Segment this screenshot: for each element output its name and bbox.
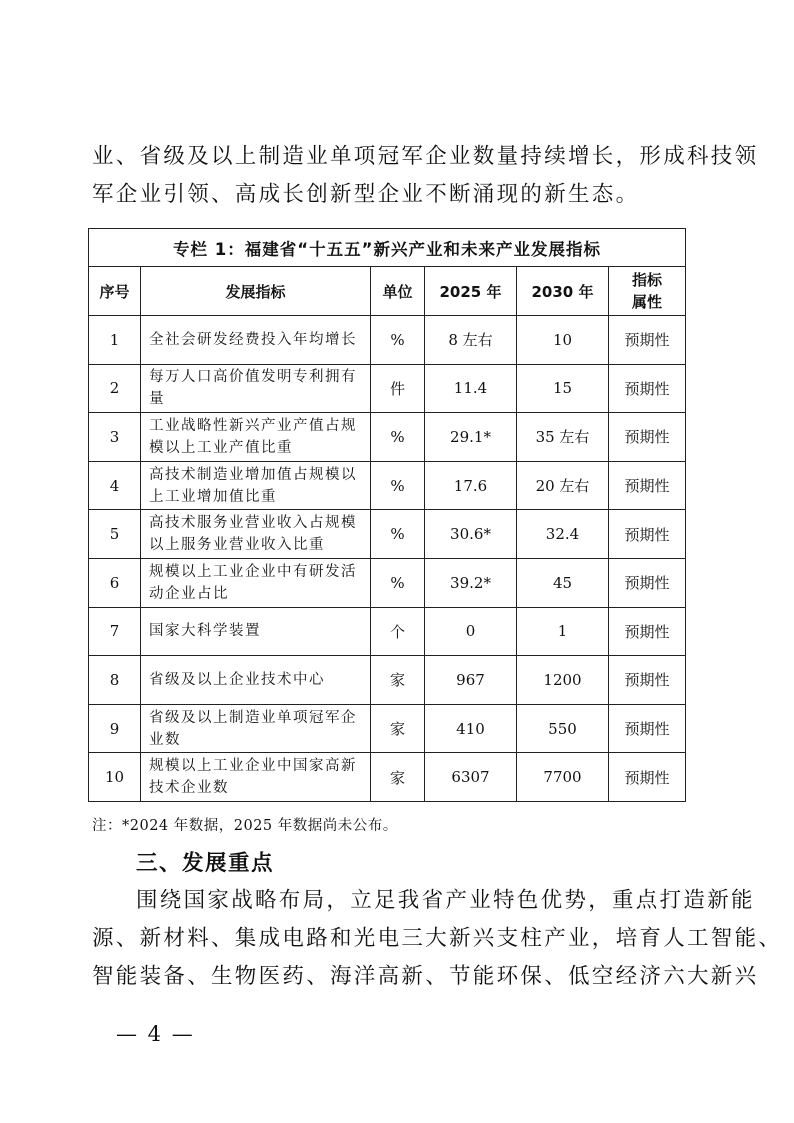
row-indicator-line1: 工业战略性新兴产业产值占规 (149, 417, 357, 434)
table-row (89, 753, 686, 802)
row-attribute: 预期性 (609, 461, 686, 510)
row-indicator-line1: 国家大科学装置 (149, 623, 261, 640)
section-title: 三、发展重点 (136, 851, 275, 876)
row-attribute: 预期性 (609, 558, 686, 607)
body-line: 围绕国家战略布局，立足我省产业特色优势，重点打造新能 (136, 888, 755, 913)
row-attribute: 预期性 (609, 364, 686, 413)
table-title: 专栏 1：福建省“十五五”新兴产业和未来产业发展指标 (89, 229, 686, 267)
row-attribute: 预期性 (609, 413, 686, 462)
row-value-2025: 6307 (425, 753, 517, 802)
intro-line: 业、省级及以上制造业单项冠军企业数量持续增长，形成科技领 (92, 144, 759, 169)
row-indicator (141, 656, 371, 705)
row-value-2030: 35 左右 (517, 413, 609, 462)
body-line: 源、新材料、集成电路和光电三大新兴支柱产业，培育人工智能、 (92, 926, 783, 951)
header-no: 序号 (89, 267, 141, 316)
header-2025: 2025 年 (425, 267, 517, 316)
row-number: 7 (89, 607, 141, 656)
row-indicator-line2: 模以上工业产值比重 (149, 439, 293, 456)
row-value-2025: 11.4 (425, 364, 517, 413)
row-indicator-line2: 以上服务业营业收入比重 (149, 537, 325, 554)
row-value-2030: 45 (517, 558, 609, 607)
intro-line: 军企业引领、高成长创新型企业不断涌现的新生态。 (92, 182, 640, 207)
header-attribute-line1: 指标 (632, 271, 663, 289)
row-attribute: 预期性 (609, 753, 686, 802)
row-number: 8 (89, 656, 141, 705)
row-indicator (141, 558, 371, 607)
row-indicator-line2: 业数 (149, 731, 181, 748)
header-indicator: 发展指标 (141, 267, 371, 316)
row-value-2025: 39.2* (425, 558, 517, 607)
row-indicator-line2: 上工业增加值比重 (149, 488, 277, 505)
row-indicator-line1: 每万人口高价值发明专利拥有量 (149, 369, 357, 408)
row-unit: % (371, 413, 425, 462)
page-number: — 4 — (116, 1022, 195, 1046)
row-unit: 个 (371, 607, 425, 656)
row-indicator-line1: 全社会研发经费投入年均增长 (149, 331, 357, 348)
header-attribute (609, 267, 686, 316)
row-indicator-line1: 规模以上工业企业中国家高新 (149, 758, 357, 775)
header-unit: 单位 (371, 267, 425, 316)
row-unit: 家 (371, 656, 425, 705)
row-value-2030: 550 (517, 704, 609, 753)
body-line: 智能装备、生物医药、海洋高新、节能环保、低空经济六大新兴 (92, 964, 759, 989)
row-indicator-line2: 动企业占比 (149, 585, 229, 602)
row-value-2025: 967 (425, 656, 517, 705)
row-attribute: 预期性 (609, 607, 686, 656)
row-indicator (141, 704, 371, 753)
row-unit: % (371, 510, 425, 559)
row-attribute: 预期性 (609, 510, 686, 559)
table-row (89, 461, 686, 510)
row-value-2030: 15 (517, 364, 609, 413)
row-value-2030: 10 (517, 316, 609, 365)
row-unit: % (371, 558, 425, 607)
row-attribute: 预期性 (609, 316, 686, 365)
row-indicator (141, 413, 371, 462)
row-value-2030: 1 (517, 607, 609, 656)
table-row (89, 607, 686, 656)
body-paragraph (92, 882, 783, 996)
row-indicator-line1: 高技术制造业增加值占规模以 (149, 466, 357, 483)
row-attribute: 预期性 (609, 704, 686, 753)
table-row (89, 704, 686, 753)
row-unit: 件 (371, 364, 425, 413)
row-unit: 家 (371, 753, 425, 802)
indicator-table (88, 228, 685, 802)
row-indicator-line1: 省级及以上制造业单项冠军企 (149, 709, 357, 726)
row-unit: % (371, 316, 425, 365)
row-value-2025: 30.6* (425, 510, 517, 559)
row-value-2030: 32.4 (517, 510, 609, 559)
table-row (89, 656, 686, 705)
row-unit: 家 (371, 704, 425, 753)
row-value-2025: 29.1* (425, 413, 517, 462)
row-number: 4 (89, 461, 141, 510)
table-row (89, 316, 686, 365)
intro-paragraph (92, 138, 759, 214)
row-value-2025: 410 (425, 704, 517, 753)
table-row (89, 510, 686, 559)
table-row (89, 364, 686, 413)
row-indicator-line2: 技术企业数 (149, 780, 229, 797)
row-indicator (141, 753, 371, 802)
row-number: 1 (89, 316, 141, 365)
row-indicator-line1: 省级及以上企业技术中心 (149, 671, 325, 688)
row-indicator (141, 461, 371, 510)
row-value-2030: 7700 (517, 753, 609, 802)
header-2030: 2030 年 (517, 267, 609, 316)
table-note: 注：*2024 年数据，2025 年数据尚未公布。 (92, 818, 398, 834)
row-number: 9 (89, 704, 141, 753)
row-indicator-line1: 高技术服务业营业收入占规模 (149, 515, 357, 532)
row-value-2030: 20 左右 (517, 461, 609, 510)
row-value-2025: 0 (425, 607, 517, 656)
table-row (89, 558, 686, 607)
row-number: 6 (89, 558, 141, 607)
row-indicator (141, 316, 371, 365)
table-row (89, 413, 686, 462)
row-value-2025: 8 左右 (425, 316, 517, 365)
row-number: 5 (89, 510, 141, 559)
row-indicator-line1: 规模以上工业企业中有研发活 (149, 563, 357, 580)
row-number: 2 (89, 364, 141, 413)
header-attribute-line2: 属性 (632, 293, 663, 311)
row-unit: % (371, 461, 425, 510)
row-number: 10 (89, 753, 141, 802)
row-number: 3 (89, 413, 141, 462)
row-indicator (141, 364, 371, 413)
row-indicator (141, 607, 371, 656)
row-attribute: 预期性 (609, 656, 686, 705)
row-value-2025: 17.6 (425, 461, 517, 510)
row-indicator (141, 510, 371, 559)
row-value-2030: 1200 (517, 656, 609, 705)
